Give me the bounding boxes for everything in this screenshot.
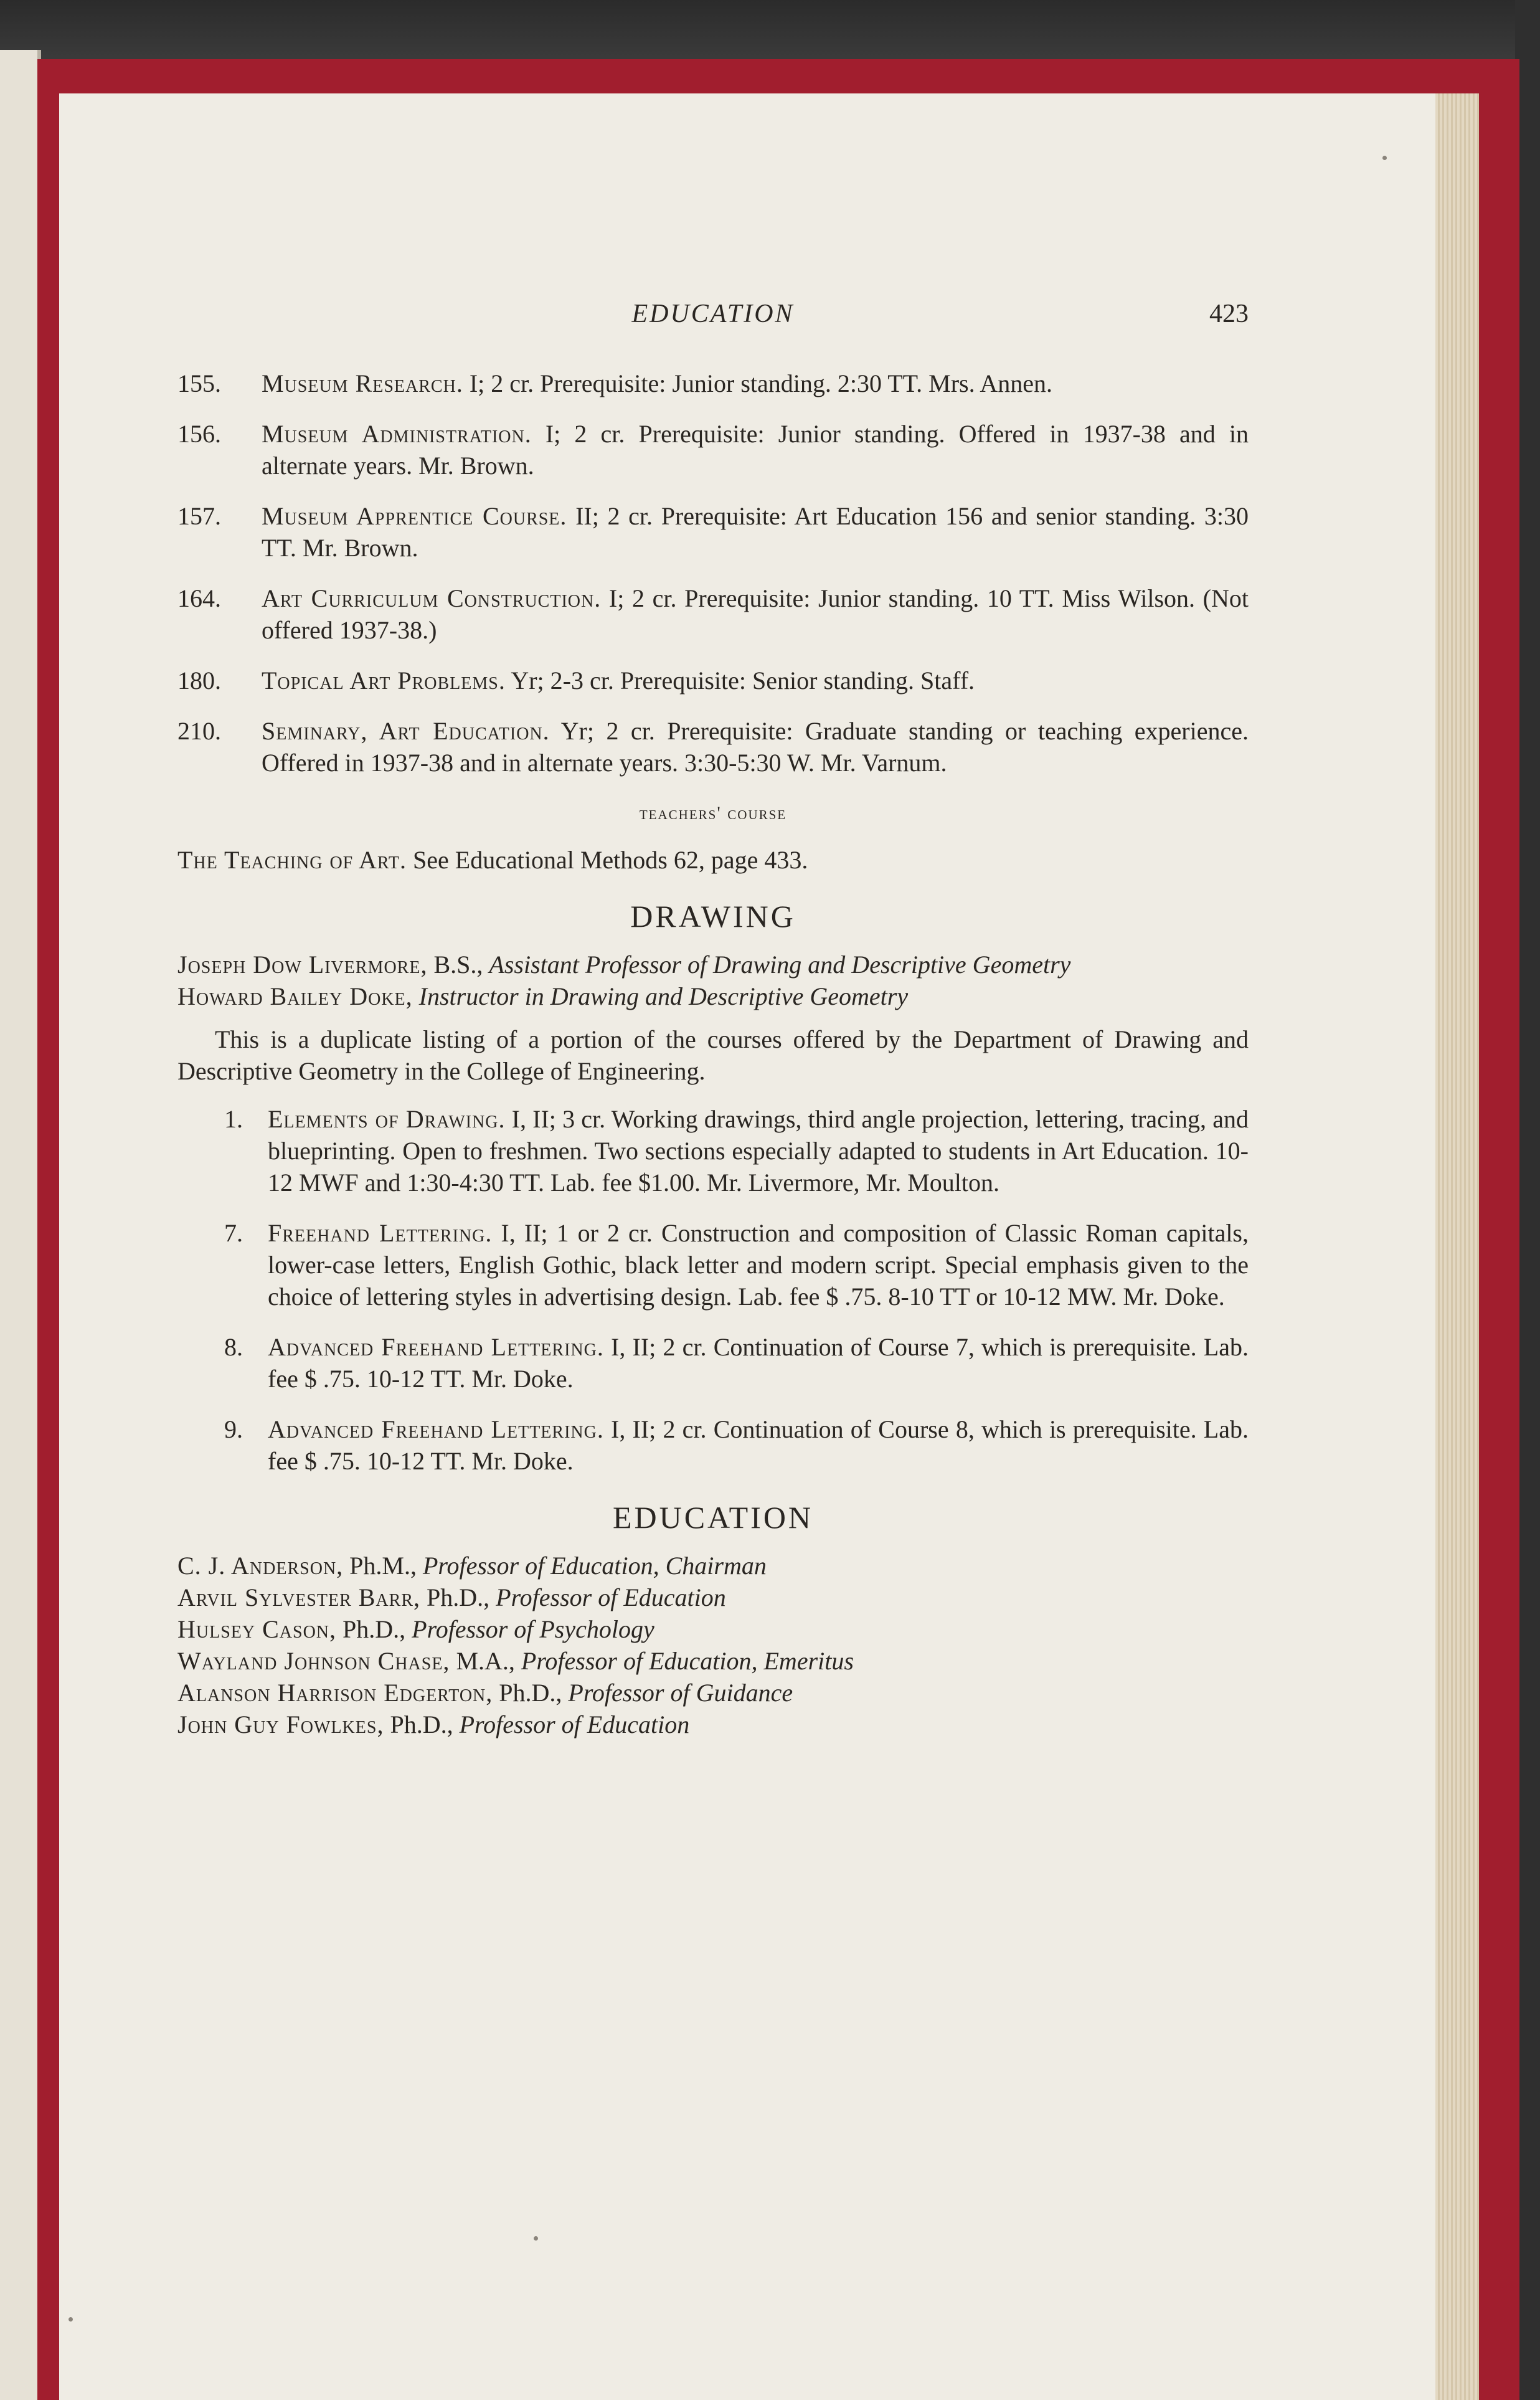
course-title: Museum Administration. xyxy=(262,420,532,448)
course-number: 7. xyxy=(224,1219,243,1247)
staff-name: Wayland Johnson Chase, xyxy=(177,1647,450,1675)
staff-title: Assistant Professor of Drawing and Descriptive Geometry xyxy=(489,951,1071,979)
staff-name: Joseph Dow Livermore, xyxy=(177,951,428,979)
course-title: Seminary, Art Education. xyxy=(262,717,550,745)
course-number: 8. xyxy=(224,1333,243,1361)
course-description: See Educational Methods 62, page 433. xyxy=(407,846,808,874)
course-title: Freehand Lettering. xyxy=(268,1219,493,1247)
course-title: Advanced Freehand Lettering. xyxy=(268,1333,604,1361)
teachers-course-heading: teachers' course xyxy=(639,803,787,823)
course-number: 210. xyxy=(177,717,221,745)
staff-entry xyxy=(177,1550,1249,1582)
staff-degree: B.S., xyxy=(427,951,489,979)
course-description: I, II; 1 or 2 cr. Construction and composition of Classic Roman capitals, lower-case letters, English Gothic, black letter and modern script. Special emphasis given to the choice of lettering styles in advertising design. Lab. fee $ .75. 8-10 TT or 10-12 MW. Mr. Doke. xyxy=(268,1219,1249,1311)
paper-speck xyxy=(534,2236,538,2241)
page-number: 423 xyxy=(1209,300,1249,328)
staff-degree: Ph.D., xyxy=(420,1583,496,1611)
course-number: 156. xyxy=(177,420,221,448)
course-number: 155. xyxy=(177,369,221,397)
education-heading: EDUCATION xyxy=(612,1500,814,1535)
staff-degree: Ph.D., xyxy=(384,1710,460,1738)
staff-entry xyxy=(177,949,1249,980)
course-description: I, II; 2 cr. Continuation of Course 8, which is prerequisite. Lab. fee $ .75. 10-12 TT. Mr. Doke. xyxy=(268,1415,1249,1475)
drawing-intro: This is a duplicate listing of a portion of the courses offered by the Department of Drawing and Descriptive Geometry in the College of Engineering. xyxy=(177,1025,1249,1085)
course-description: I, II; 3 cr. Working drawings, third angle projection, lettering, tracing, and blueprinting. Open to freshmen. Two sections especially adapted to students in Art Education. 10-12 MWF and 1:30-4:30 TT. Lab. fee $1.00. Mr. Livermore, Mr. Moulton. xyxy=(268,1105,1249,1197)
staff-degree xyxy=(413,982,419,1010)
staff-degree: M.A., xyxy=(450,1647,521,1675)
course-entry xyxy=(177,1103,1249,1198)
staff-name: Arvil Sylvester Barr, xyxy=(177,1583,420,1611)
course-title: Elements of Drawing. xyxy=(268,1105,506,1133)
staff-name: C. J. Anderson, xyxy=(177,1552,344,1580)
staff-title: Professor of Education xyxy=(496,1583,726,1611)
staff-name: Howard Bailey Doke, xyxy=(177,982,413,1010)
course-title: Museum Apprentice Course. xyxy=(262,502,567,530)
staff-title: Professor of Education xyxy=(459,1710,690,1738)
staff-entry xyxy=(177,1677,1249,1709)
running-head-title: EDUCATION xyxy=(631,300,795,328)
staff-entry xyxy=(177,1645,1249,1677)
course-title: The Teaching of Art. xyxy=(177,846,407,874)
course-description: II; 2 cr. Prerequisite: Art Education 156 and senior standing. 3:30 TT. Mr. Brown. xyxy=(262,502,1249,562)
course-description: I; 2 cr. Prerequisite: Junior standing. Offered in 1937-38 and in alternate years. Mr. Brown. xyxy=(262,420,1249,480)
course-description: I; 2 cr. Prerequisite: Junior standing. 10 TT. Miss Wilson. (Not offered 1937-38.) xyxy=(262,584,1249,644)
course-entry xyxy=(177,715,1249,779)
book-page xyxy=(59,93,1479,2400)
course-entry xyxy=(177,665,1249,696)
body-text xyxy=(177,368,1249,1740)
course-number: 1. xyxy=(224,1105,243,1133)
staff-entry xyxy=(177,1709,1249,1740)
staff-entry xyxy=(177,980,1249,1012)
drawing-heading: DRAWING xyxy=(630,899,796,934)
staff-title: Professor of Psychology xyxy=(412,1615,654,1643)
course-entry xyxy=(177,418,1249,481)
staff-name: Alanson Harrison Edgerton, xyxy=(177,1679,493,1707)
staff-entry xyxy=(177,1613,1249,1645)
course-number: 157. xyxy=(177,502,221,530)
course-entry xyxy=(177,1217,1249,1312)
course-number: 180. xyxy=(177,666,221,695)
drawing-course-list xyxy=(177,1103,1249,1477)
course-title: Museum Research. xyxy=(262,369,463,397)
staff-name: John Guy Fowlkes, xyxy=(177,1710,384,1738)
scan-background xyxy=(0,0,1540,69)
course-entry xyxy=(177,582,1249,646)
staff-degree: Ph.M., xyxy=(343,1552,423,1580)
course-entry xyxy=(177,368,1249,399)
course-entry xyxy=(177,1331,1249,1395)
course-description: Yr; 2 cr. Prerequisite: Graduate standing or teaching experience. Offered in 1937-38 and in alternate years. 3:30-5:30 W. Mr. Varnum. xyxy=(262,717,1249,777)
running-head xyxy=(177,299,1249,343)
staff-title: Professor of Education, Emeritus xyxy=(521,1647,854,1675)
art-course-list xyxy=(177,368,1249,779)
course-number: 164. xyxy=(177,584,221,612)
teachers-course-entry xyxy=(177,844,1249,876)
course-description: I; 2 cr. Prerequisite: Junior standing. 2:30 TT. Mrs. Annen. xyxy=(463,369,1053,397)
course-title: Advanced Freehand Lettering. xyxy=(268,1415,604,1443)
page-block-edge xyxy=(1435,93,1479,2400)
facing-page-edge xyxy=(0,50,41,2400)
course-number: 9. xyxy=(224,1415,243,1443)
paper-speck xyxy=(1382,156,1387,160)
course-title: Topical Art Problems. xyxy=(262,666,506,695)
course-entry xyxy=(177,1413,1249,1477)
staff-name: Hulsey Cason, xyxy=(177,1615,337,1643)
education-staff-list xyxy=(177,1550,1249,1740)
course-description: Yr; 2-3 cr. Prerequisite: Senior standing. Staff. xyxy=(505,666,975,695)
course-entry xyxy=(177,500,1249,564)
course-description: I, II; 2 cr. Continuation of Course 7, which is prerequisite. Lab. fee $ .75. 10-12 TT. Mr. Doke. xyxy=(268,1333,1249,1393)
staff-title: Professor of Guidance xyxy=(568,1679,793,1707)
paper-speck xyxy=(68,2317,73,2322)
staff-entry xyxy=(177,1582,1249,1613)
course-title: Art Curriculum Construction. xyxy=(262,584,602,612)
staff-title: Professor of Education, Chairman xyxy=(422,1552,767,1580)
staff-degree: Ph.D., xyxy=(493,1679,569,1707)
staff-degree: Ph.D., xyxy=(336,1615,412,1643)
staff-title: Instructor in Drawing and Descriptive Geometry xyxy=(418,982,909,1010)
